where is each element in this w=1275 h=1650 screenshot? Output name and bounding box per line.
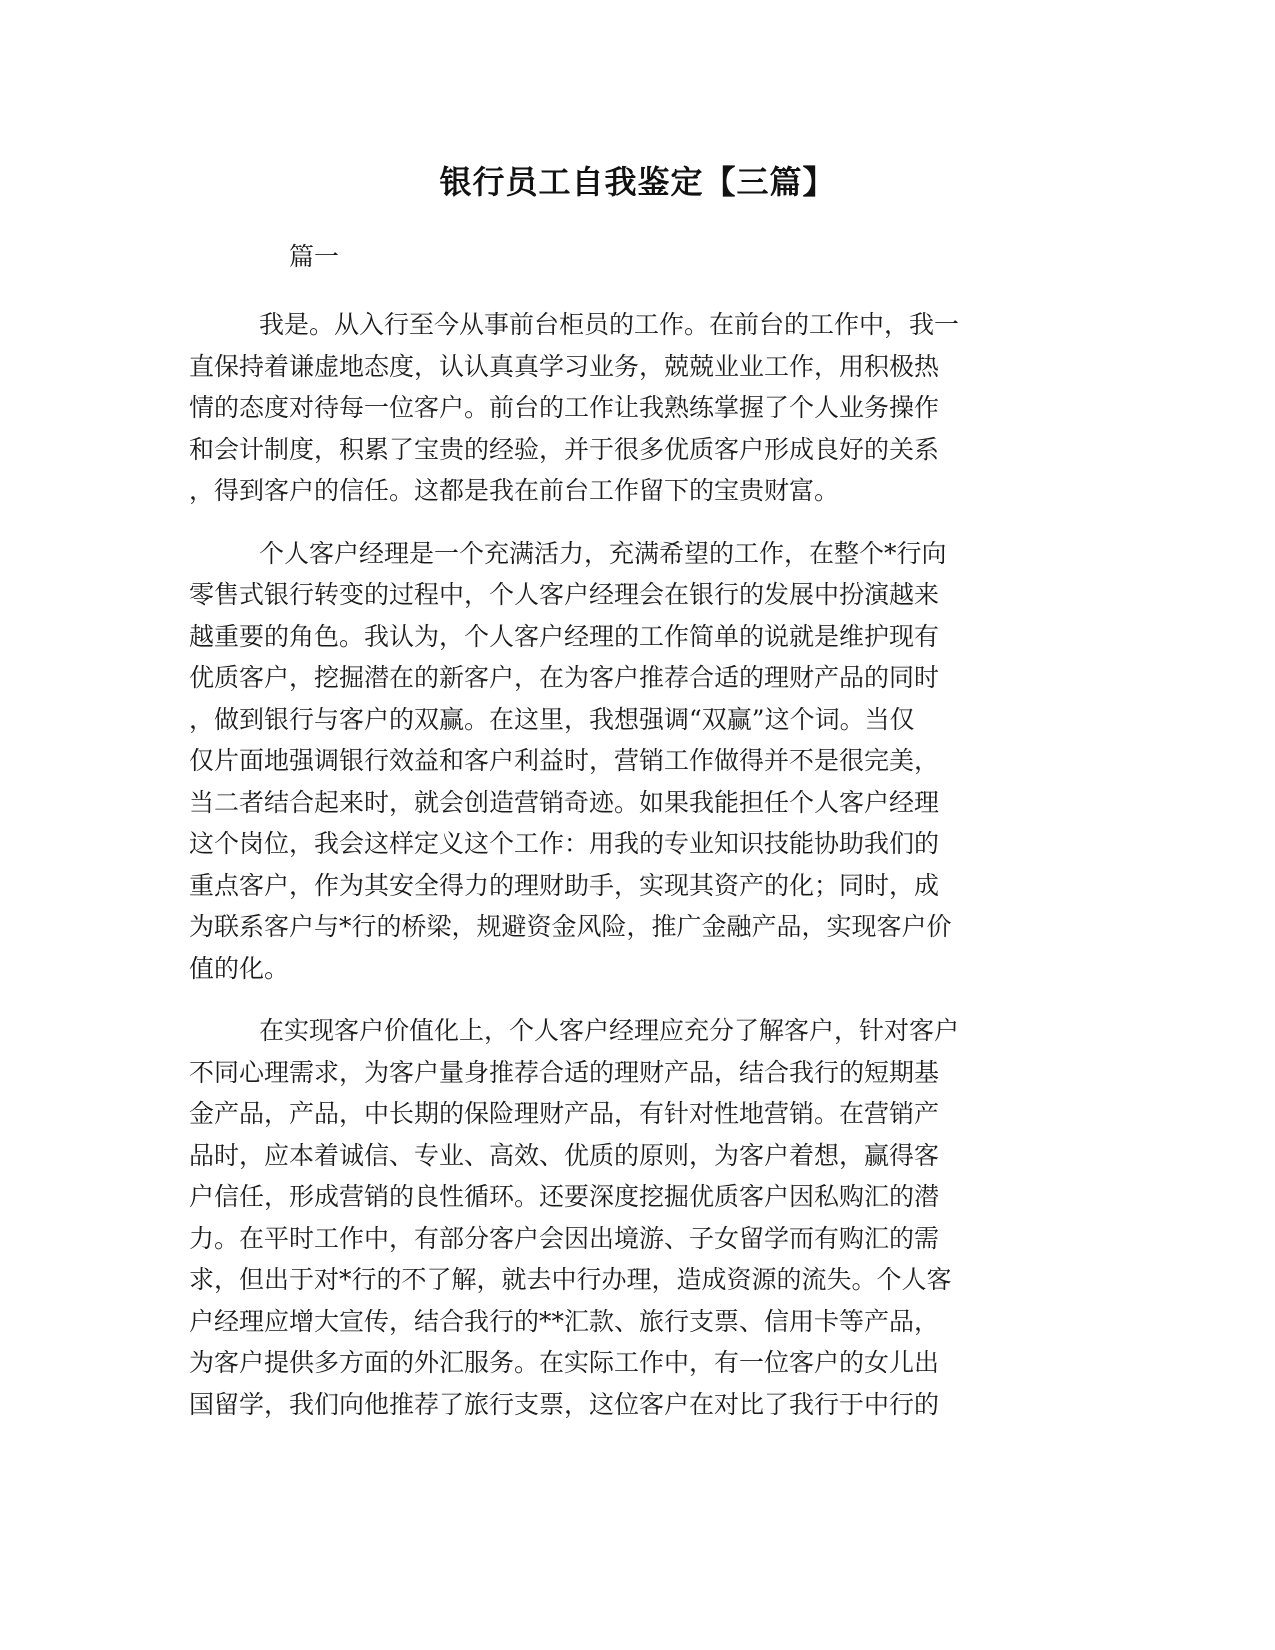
text-line: 这个岗位，我会这样定义这个工作：用我的专业知识技能协助我们的: [189, 829, 940, 858]
text-line: ，得到客户的信任。这都是我在前台工作留下的宝贵财富。: [189, 476, 840, 505]
text-line: 和会计制度，积累了宝贵的经验，并于很多优质客户形成良好的关系: [189, 434, 940, 464]
paragraph-1: [189, 304, 1075, 512]
text-line: 值的化。: [189, 953, 290, 983]
document-body: [189, 304, 1075, 1446]
text-line: 情的态度对待每一位客户。前台的工作让我熟练掌握了个人业务操作: [189, 393, 940, 422]
text-line: ，做到银行与客户的双赢。在这里，我想强调“双赢”这个词。当仅: [189, 704, 915, 734]
section-heading: 篇一: [289, 242, 340, 271]
text-line: 国留学，我们向他推荐了旅行支票，这位客户在对比了我行于中行的: [189, 1389, 940, 1419]
text-line: 直保持着谦虚地态度，认认真真学习业务，兢兢业业工作，用积极热: [189, 351, 940, 381]
text-line: 力。在平时工作中，有部分客户会因出境游、子女留学而有购汇的需: [189, 1223, 940, 1253]
text-line: 仅片面地强调银行效益和客户利益时，营销工作做得并不是很完美，: [189, 746, 940, 775]
paragraph-2: [189, 533, 1075, 990]
text-line: 求，但出于对*行的不了解，就去中行办理，造成资源的流失。个人客: [189, 1265, 952, 1294]
text-line: 重点客户，作为其安全得力的理财助手，实现其资产的化；同时，成: [189, 870, 940, 900]
text-line: 在实现客户价值化上，个人客户经理应充分了解客户，针对客户: [259, 1016, 960, 1045]
text-line: 为联系客户与*行的桥梁，规避资金风险，推广金融产品，实现客户价: [189, 912, 952, 941]
text-line: 不同心理需求，为客户量身推荐合适的理财产品，结合我行的短期基: [189, 1057, 940, 1087]
text-line: 金产品，产品，中长期的保险理财产品，有针对性地营销。在营销产: [189, 1099, 940, 1128]
text-line: 越重要的角色。我认为，个人客户经理的工作简单的说就是维护现有: [189, 621, 940, 651]
text-line: 零售式银行转变的过程中，个人客户经理会在银行的发展中扮演越来: [189, 580, 940, 609]
text-line: 户信任，形成营销的良性循环。还要深度挖掘优质客户因私购汇的潜: [189, 1182, 940, 1211]
text-line: 为客户提供多方面的外汇服务。在实际工作中，有一位客户的女儿出: [189, 1348, 940, 1377]
text-line: 户经理应增大宣传，结合我行的**汇款、旅行支票、信用卡等产品，: [189, 1306, 940, 1336]
text-line: 我是。从入行至今从事前台柜员的工作。在前台的工作中，我一: [259, 310, 960, 339]
document-title: 银行员工自我鉴定【三篇】: [439, 163, 836, 201]
text-line: 优质客户，挖掘潜在的新客户，在为客户推荐合适的理财产品的同时: [189, 663, 940, 692]
text-line: 当二者结合起来时，就会创造营销奇迹。如果我能担任个人客户经理: [189, 787, 940, 817]
paragraph-3: [189, 1010, 1075, 1425]
text-line: 个人客户经理是一个充满活力，充满希望的工作，在整个*行向: [259, 538, 947, 568]
text-line: 品时，应本着诚信、专业、高效、优质的原则，为客户着想，赢得客: [189, 1140, 940, 1170]
